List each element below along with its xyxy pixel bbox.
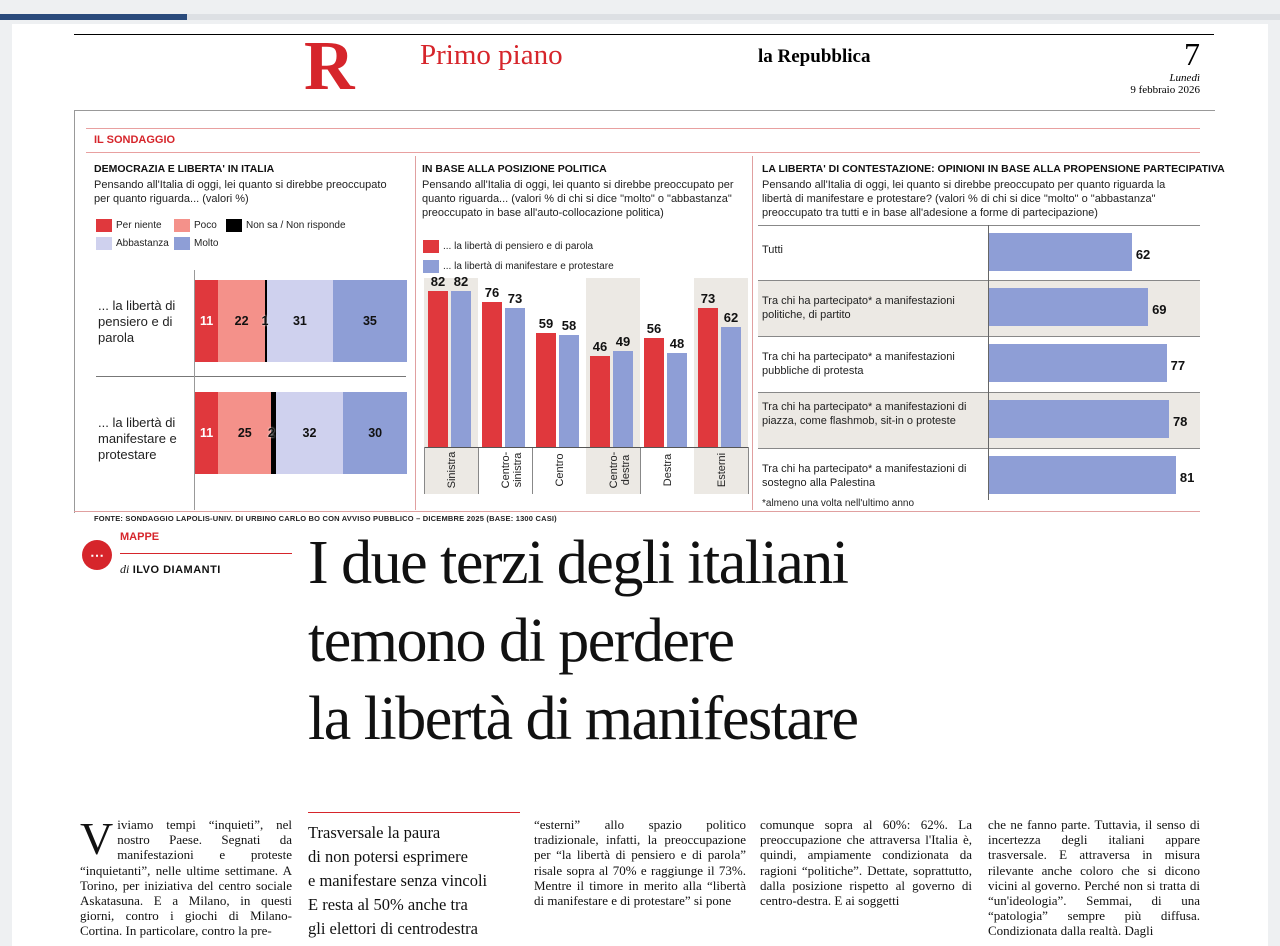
column-bar [428, 291, 448, 447]
segment-label: 31 [292, 314, 307, 328]
legend-label: ... la libertà di manifestare e protestare [443, 261, 614, 272]
pull-quote [308, 821, 518, 941]
survey-tag-rule [86, 152, 1200, 153]
page-number: 7 [1184, 36, 1200, 72]
legend-label: Molto [194, 238, 219, 249]
pull-quote-line: Trasversale la paura [308, 823, 441, 842]
legend-swatch-molto [174, 237, 190, 250]
participation-value: 69 [1152, 302, 1167, 317]
column-value-label: 56 [646, 321, 662, 337]
participation-value: 78 [1172, 414, 1188, 429]
category-label: Centro-sinistra [500, 451, 524, 489]
stacked-segment [343, 392, 407, 474]
category-label: Sinistra [446, 451, 458, 489]
column-value-label: 48 [669, 335, 685, 351]
panel2-description: Pensando all'Italia di oggi, lei quanto si direbbe preoccupato per quanto riguarda... (valori % di chi si dice "molto" o "abbastanza" preoccupato in base all'auto-collocazione politica) [422, 179, 734, 219]
participation-label: Tra chi ha partecipato* a manifestazioni pubbliche di protesta [762, 351, 955, 377]
panel3-footnote: *almeno una volta nell'ultimo anno [762, 498, 915, 509]
progress-fill [0, 14, 187, 20]
group-divider [424, 447, 425, 494]
pull-quote-line: di non potersi esprimere [308, 847, 468, 866]
column-value-label: 73 [507, 290, 523, 306]
category-label: Esterni [716, 452, 728, 488]
article-column-2: “esterni” allo spazio politico tradizionale, infatti, la preoccupazione per “la libertà di pensiero e di parola” risale sopra al 70% e raggiunge il 73%. Mentre il timore in merito alla “libertà di manifestare e di protestare” si pone [534, 817, 746, 909]
x-axis [424, 447, 748, 448]
group-divider [532, 447, 533, 494]
column-bar [590, 356, 610, 447]
segment-label: 11 [200, 426, 214, 440]
legend-swatch-manifestare [423, 260, 439, 273]
pull-quote-line: e manifestare senza vincoli [308, 871, 488, 890]
segment-label: 35 [362, 314, 377, 328]
byline [120, 562, 221, 577]
column-value-label: 62 [723, 310, 739, 326]
stacked-segment [195, 280, 218, 362]
column-bar [698, 308, 718, 447]
stacked-segment [218, 280, 265, 362]
category-label: Centro [554, 453, 566, 487]
legend-swatch-abbastanza [96, 237, 112, 250]
column-value-label: 59 [538, 315, 554, 331]
column-value-label: 82 [430, 274, 446, 290]
survey-top-rule [86, 128, 1200, 129]
column-bar [559, 335, 579, 447]
legend-label: ... la libertà di pensiero e di parola [443, 241, 594, 252]
segment-label: 11 [200, 314, 214, 328]
column-bar [482, 302, 502, 447]
participation-value: 62 [1135, 247, 1151, 262]
stacked-segment [218, 392, 271, 474]
column-value-label: 82 [453, 274, 469, 290]
panel1-title: DEMOCRAZIA E LIBERTA' IN ITALIA [94, 163, 275, 175]
segment-label: 32 [302, 426, 317, 440]
legend-label: Poco [194, 220, 217, 231]
panel3-axis [988, 225, 989, 500]
legend-label: Abbastanza [116, 238, 169, 249]
column-bar [667, 353, 687, 447]
stacked-segment [195, 392, 218, 474]
progress-track [187, 14, 1280, 20]
legend-swatch-non-sa [226, 219, 242, 232]
legend-label: Per niente [116, 220, 162, 231]
panel1-row-divider [96, 376, 406, 377]
panel1-description: Pensando all'Italia di oggi, lei quanto si direbbe preoccupato per quanto riguarda... (valori %) [94, 179, 387, 205]
survey-source: FONTE: SONDAGGIO LAPOLIS-UNIV. DI URBINO CARLO BO CON AVVISO PUBBLICO – DICEMBRE 2025 (BASE: 1300 CASI) [94, 514, 557, 523]
column-value-label: 46 [592, 339, 608, 355]
legend-swatch-poco [174, 219, 190, 232]
group-divider [478, 447, 479, 494]
headline-line: temono di perdere [308, 607, 734, 675]
byline-prefix: di [120, 562, 130, 576]
article-column-3: comunque sopra al 60%: 62%. La preoccupazione che attraversa l'Italia è, quindi, ampiamente condizionata da ragioni “politiche”. Dettate, soprattutto, dalla posizione rispetto al governo di centro-destra. E ai soggetti [760, 817, 972, 909]
stacked-segment [333, 280, 407, 362]
segment-label: 25 [237, 426, 252, 440]
category-label: Destra [662, 453, 674, 487]
header-rule [74, 34, 1214, 35]
pull-quote-line: E resta al 50% anche tra [308, 895, 468, 914]
article-column-1 [80, 813, 292, 939]
column-bar [536, 333, 556, 447]
reader-progress-bar [0, 0, 1280, 24]
newspaper-page [12, 24, 1268, 946]
participation-label: Tra chi ha partecipato* a manifestazioni di piazza, come flashmob, sit-in o proteste [762, 401, 967, 427]
column-value-label: 58 [561, 317, 577, 333]
segment-label: 22 [234, 314, 249, 328]
panel3-title: LA LIBERTA' DI CONTESTAZIONE: OPINIONI IN BASE ALLA PROPENSIONE PARTECIPATIVA [762, 163, 1225, 175]
article-label-rule [120, 553, 292, 554]
legend-swatch-pensiero [423, 240, 439, 253]
participation-bar [988, 344, 1167, 382]
headline-line: I due terzi degli italiani [308, 529, 848, 597]
column-bar [505, 308, 525, 447]
group-divider [748, 447, 749, 494]
article-column-4: che ne fanno parte. Tuttavia, il senso di incertezza degli italiani appare trasversale. E attraversa in misura rilevante anche coloro che si dicono vicini al governo. Perché non si tratta di “un'ideologia”. Semmai, di una “patologia” sempre più diffusa. Condizionata dalla realtà. Dagli [988, 817, 1200, 939]
participation-bar [988, 288, 1148, 326]
panel-divider [752, 156, 753, 510]
newspaper-name: la Repubblica [758, 46, 871, 67]
participation-bar [988, 456, 1176, 494]
column-bar [451, 291, 471, 447]
stacked-segment [267, 280, 333, 362]
survey-tag: IL SONDAGGIO [94, 134, 176, 146]
pull-quote-rule [308, 812, 520, 813]
author-name: ILVO DIAMANTI [132, 564, 221, 576]
column-bar [721, 327, 741, 447]
participation-label: Tra chi ha partecipato* a manifestazioni politiche, di partito [762, 295, 955, 321]
drop-cap: V [80, 813, 114, 864]
column-value-label: 73 [700, 290, 716, 306]
participation-value: 81 [1179, 470, 1195, 485]
issue-date: 9 febbraio 2026 [1130, 84, 1200, 96]
participation-label: Tra chi ha partecipato* a manifestazioni di sostegno alla Palestina [762, 463, 967, 489]
speech-bubble-icon: ⋯ [82, 540, 112, 570]
column-value-label: 76 [484, 285, 500, 301]
column-text: iviamo tempi “inquieti”, nel nostro Paese. Segnati da manifestazioni e proteste “inquietanti”, nelle ultime settimane. A Torino, per iniziativa del centro sociale Askatasuna. E a Milano, in questi giorni, contro i giochi di Milano-Cortina. In particolare, contro la pre- [80, 817, 292, 939]
survey-bottom-rule [74, 511, 1200, 512]
headline [308, 524, 858, 758]
participation-bar [988, 233, 1132, 271]
segment-label: 30 [368, 426, 383, 440]
legend-swatch-per-niente [96, 219, 112, 232]
group-divider [640, 447, 641, 494]
panel-divider [415, 156, 416, 510]
column-bar [613, 351, 633, 447]
panel1-row-label: ... la libertà di pensiero e di parola [98, 298, 176, 345]
segment-label: 2 [267, 426, 275, 440]
column-value-label: 49 [615, 333, 631, 349]
article-label: MAPPE [120, 531, 160, 543]
issue-day: Lunedì [1169, 72, 1200, 84]
column-bar [644, 338, 664, 447]
legend-label: Non sa / Non risponde [246, 220, 346, 231]
participation-bar [988, 400, 1169, 438]
segment-label: 1 [261, 314, 269, 328]
repubblica-logo: R [304, 28, 355, 105]
panel2-title: IN BASE ALLA POSIZIONE POLITICA [422, 163, 607, 175]
panel1-row-label: ... la libertà di manifestare e protestare [98, 415, 177, 462]
section-title: Primo piano [420, 39, 563, 71]
panel3-description: Pensando all'Italia di oggi, lei quanto si direbbe preoccupato per quanto riguarda la libertà di manifestare e protestare? (valori % di chi si dice "molto" o "abbastanza" preoccupato tra tutti e in base all'adesione a forme di partecipazione) [762, 179, 1166, 219]
stacked-segment [276, 392, 344, 474]
participation-label: Tutti [762, 244, 783, 256]
participation-value: 77 [1170, 358, 1186, 373]
pull-quote-line: gli elettori di centrodestra [308, 919, 478, 938]
headline-line: la libertà di manifestare [308, 685, 858, 753]
category-label: Centro-destra [608, 451, 632, 489]
